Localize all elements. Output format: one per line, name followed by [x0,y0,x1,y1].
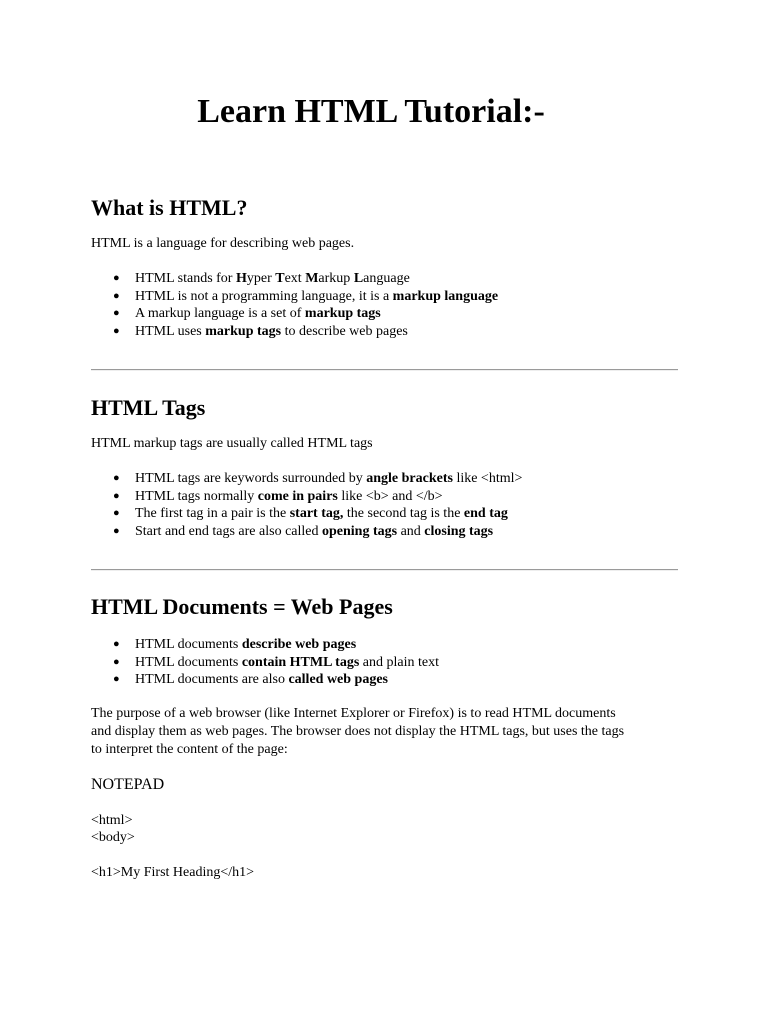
text-segment: yper [246,271,276,286]
bold-text: describe web pages [241,637,357,652]
bullet-list-html-tags [91,470,691,540]
bullet-icon: ● [113,307,120,319]
bullet-icon: ● [113,472,120,484]
section-intro-html-tags: HTML markup tags are usually called HTML tags [91,436,373,451]
list-item [91,654,691,672]
paragraph-line: The purpose of a web browser (like Internet Explorer or Firefox) is to read HTML documents [91,706,616,721]
list-item [91,671,691,689]
text-segment: anguage [363,271,410,286]
list-item [91,523,691,541]
bold-text: called web pages [288,672,389,687]
bullet-icon: ● [113,489,120,502]
browser-purpose-paragraph [91,705,691,759]
text-segment: and plain text [359,654,439,670]
bullet-list-html-documents [91,636,691,689]
text-segment: HTML documents [135,637,242,652]
bullet-icon: ● [113,673,120,685]
list-item [91,323,691,341]
bullet-list-what-is-html [91,270,691,340]
paragraph-line: to interpret the content of the page: [91,742,288,757]
text-segment: like <b> and </b> [337,488,443,504]
text-segment: ext [284,271,306,286]
bold-text: start tag, [289,506,344,521]
section-heading-what-is-html: What is HTML? [91,195,248,220]
text-segment: like <html> [452,471,523,486]
bullet-icon: ● [113,638,120,650]
bold-text: L [353,271,364,286]
text-segment: and [397,523,425,539]
list-item [91,505,691,523]
bold-text: contain HTML tags [241,654,360,670]
text-segment: HTML documents [135,654,242,670]
bullet-icon: ● [113,524,120,537]
text-segment: to describe web pages [281,323,408,339]
bold-text: T [275,271,285,286]
list-item [91,270,691,288]
bold-text: M [305,271,319,286]
text-segment: HTML uses [135,323,206,339]
bold-text: markup language [392,288,499,304]
bold-text: closing tags [424,523,494,539]
section-heading-html-tags: HTML Tags [91,395,206,420]
text-segment: HTML is not a programming language, it is a [135,288,393,304]
horizontal-rule [91,369,678,371]
code-line-h1: <h1>My First Heading</h1> [91,865,255,880]
text-segment: A markup language is a set of [135,306,305,321]
section-intro-what-is-html: HTML is a language for describing web pages. [91,236,355,251]
list-item [91,470,691,488]
text-segment: arkup [318,271,354,286]
list-item [91,488,691,506]
bold-text: end tag [463,506,508,521]
bold-text: angle brackets [366,471,453,486]
text-segment: Start and end tags are also called [135,523,322,539]
notepad-label: NOTEPAD [91,776,165,793]
horizontal-rule [91,569,678,571]
bullet-icon: ● [113,507,120,519]
bold-text: H [235,271,247,286]
text-segment: the second tag is the [343,506,464,521]
bullet-icon: ● [113,655,120,668]
bold-text: markup tags [304,306,381,321]
list-item [91,305,691,323]
bold-text: opening tags [321,523,398,539]
code-line-body: <body> [91,830,135,845]
text-segment: The first tag in a pair is the [135,506,290,521]
text-segment: HTML tags are keywords surrounded by [135,471,367,486]
text-segment: HTML stands for [135,271,236,286]
bullet-icon: ● [113,272,120,284]
bold-text: markup tags [205,323,282,339]
text-segment: HTML documents are also [135,672,289,687]
code-line-html: <html> [91,813,133,828]
section-heading-html-documents: HTML Documents = Web Pages [91,594,393,619]
page-title: Learn HTML Tutorial:- [197,93,545,130]
bullet-icon: ● [113,324,120,337]
text-segment: HTML tags normally [135,488,258,504]
bold-text: come in pairs [257,488,338,504]
bullet-icon: ● [113,289,120,302]
list-item [91,288,691,306]
list-item [91,636,691,654]
paragraph-line: and display them as web pages. The browser does not display the HTML tags, but uses the tags [91,724,625,739]
